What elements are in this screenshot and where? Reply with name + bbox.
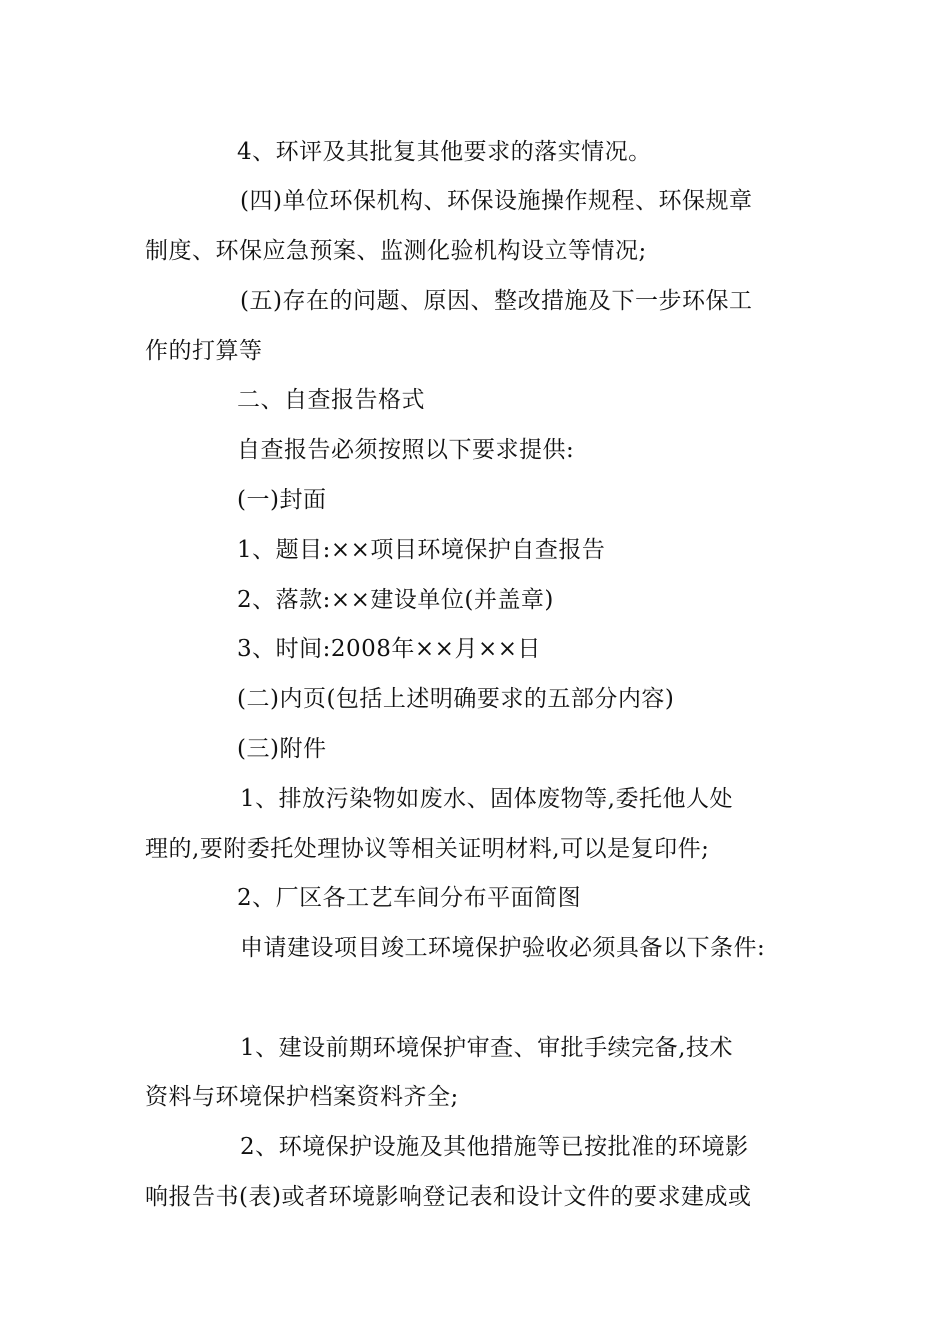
section-4-line-2: 制度、环保应急预案、监测化验机构设立等情况;	[145, 238, 647, 264]
intro-line: 自查报告必须按照以下要求提供:	[237, 437, 575, 463]
subheading-cover: (一)封面	[237, 487, 327, 513]
attachment-1-line-1: 1、排放污染物如废水、固体废物等,委托他人处	[240, 786, 733, 812]
subheading-attachments: (三)附件	[237, 736, 327, 762]
section-5-line-2: 作的打算等	[145, 338, 263, 364]
cover-date-line: 3、时间:2008年××月××日	[237, 636, 542, 662]
condition-1-line-1: 1、建设前期环境保护审查、审批手续完备,技术	[240, 1035, 733, 1061]
conditions-intro-line: 申请建设项目竣工环境保护验收必须具备以下条件:	[240, 935, 766, 961]
attachment-2-line: 2、厂区各工艺车间分布平面简图	[237, 885, 582, 911]
attachment-1-line-2: 理的,要附委托处理协议等相关证明材料,可以是复印件;	[145, 836, 710, 862]
heading-report-format: 二、自查报告格式	[237, 387, 425, 413]
cover-title-line: 1、题目:××项目环境保护自查报告	[237, 537, 606, 563]
section-5-line-1: (五)存在的问题、原因、整改措施及下一步环保工	[240, 288, 753, 314]
condition-1-line-2: 资料与环境保护档案资料齐全;	[145, 1084, 459, 1110]
cover-signature-line: 2、落款:××建设单位(并盖章)	[237, 587, 554, 613]
subheading-inner-pages: (二)内页(包括上述明确要求的五部分内容)	[237, 686, 675, 712]
condition-2-line-2: 响报告书(表)或者环境影响登记表和设计文件的要求建成或	[145, 1184, 752, 1210]
line-item-4: 4、环评及其批复其他要求的落实情况。	[237, 139, 652, 165]
condition-2-line-1: 2、环境保护设施及其他措施等已按批准的环境影	[240, 1134, 749, 1160]
section-4-line-1: (四)单位环保机构、环保设施操作规程、环保规章	[240, 188, 753, 214]
